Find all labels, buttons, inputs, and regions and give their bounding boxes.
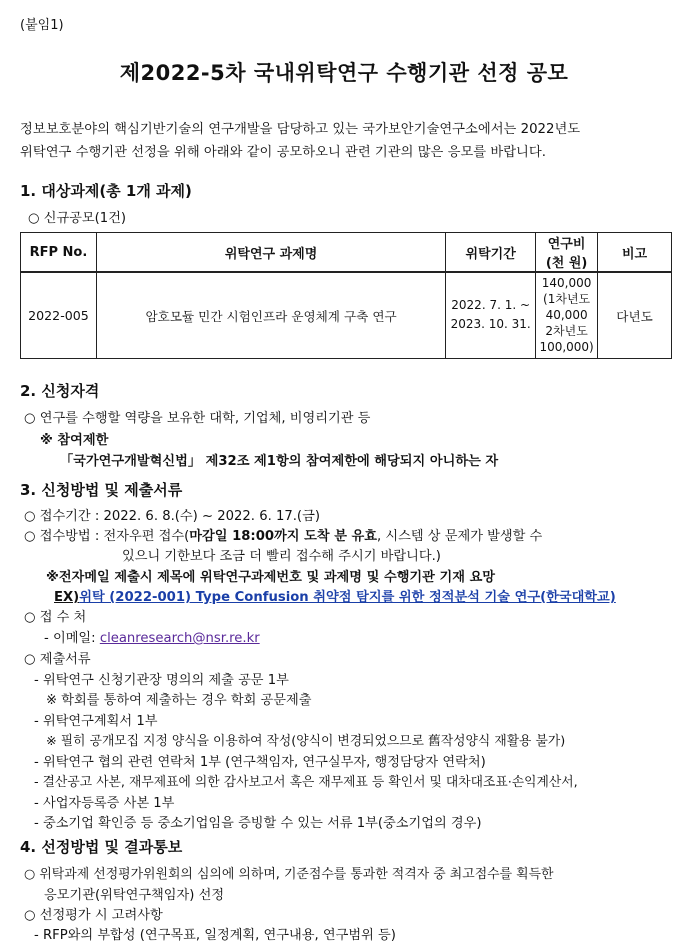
header-period: 위탁기간 [446,233,536,273]
doc-item-1-note: ※ 학회를 통하여 제출하는 경우 학회 공문제출 [46,693,312,708]
header-note: 비고 [598,233,672,273]
doc-item-1: - 위탁연구 신청기관장 명의의 제출 공문 1부 [34,673,289,688]
cell-period [446,272,536,358]
doc-item-4: - 결산공고 사본, 재무제표에 의한 감사보고서 혹은 재무제표 등 확인서 및 대차대조표·손익계산서, [34,775,578,790]
period-start: 2022. 7. 1. ~ [451,298,531,313]
submission-method [24,525,542,544]
table-header-row [21,233,672,273]
submission-period: ○ 접수기간 : 2022. 6. 8.(수) ~ 2022. 6. 17.(금) [24,509,320,524]
header-budget [536,233,598,273]
header-budget-line2: (천 원) [545,256,588,271]
intro-paragraph [20,118,676,164]
eligibility-line: ○ 연구를 수행할 역량을 보유한 대학, 기업체, 비영리기관 등 [24,411,371,426]
example-prefix: EX) [54,590,80,605]
selection-method-line1: ○ 위탁과제 선정평가위원회의 심의에 의하며, 기준점수를 통과한 적격자 중 최고점수를 획득한 [24,867,554,882]
rfp-table [20,232,672,359]
email-line [44,627,260,646]
restriction-note: ※ 참여제한 [40,433,109,448]
submission-destination: ○ 접 수 처 [24,610,87,625]
method-text-c: , 시스템 상 문제가 발생할 수 [377,529,543,544]
doc-item-5: - 사업자등록증 사본 1부 [34,796,175,811]
intro-line-2: 위탁연구 수행기관 선정을 위해 아래와 같이 공모하오니 관련 기관의 많은 응모를 바랍니다. [20,145,546,160]
header-budget-line1: 연구비 [547,237,586,252]
budget-total: 140,000 [541,276,592,291]
evaluation-criteria-heading: ○ 선정평가 시 고려사항 [24,908,163,923]
required-docs-heading: ○ 제출서류 [24,652,91,667]
cell-rfp-no: 2022-005 [21,272,97,358]
doc-item-3: - 위탁연구 협의 관련 연락처 1부 (연구책임자, 연구실무자, 행정담당자 연락처) [34,755,486,770]
table-row [21,272,672,358]
section4-heading: 4. 선정방법 및 결과통보 [20,838,183,856]
email-subject-example [54,586,616,605]
method-text-a: ○ 접수방법 : 전자우편 접수( [24,529,190,544]
intro-line-1: 정보보호분야의 핵심기반기술의 연구개발을 담당하고 있는 국가보안기술연구소에서는 2022년도 [20,122,581,137]
period-end: 2023. 10. 31. [450,317,531,332]
page-title: 제2022-5차 국내위탁연구 수행기관 선정 공모 [119,61,569,85]
doc-item-2: - 위탁연구계획서 1부 [34,714,158,729]
cell-budget [536,272,598,358]
budget-year2-value: 100,000) [539,340,594,355]
example-subject: 위탁 (2022-001) Type Confusion 취약점 탐지를 위한 정적분석 기술 연구(한국대학교) [79,590,616,605]
budget-year1-value: 40,000 [545,308,588,323]
evaluation-criteria-item: - RFP와의 부합성 (연구목표, 일정계획, 연구내용, 연구범위 등) [34,928,396,943]
section1-subheading: ○ 신규공모(1건) [28,211,127,226]
budget-year1-label: (1차년도 [543,292,591,307]
header-rfp-no: RFP No. [21,233,97,273]
email-link[interactable]: cleanresearch@nsr.re.kr [99,631,260,646]
email-subject-note: ※전자메일 제출시 제목에 위탁연구과제번호 및 과제명 및 수행기관 기재 요망 [46,570,496,585]
section1-heading: 1. 대상과제(총 1개 과제) [20,182,192,200]
attachment-label: (붙임1) [20,18,64,33]
section3-heading: 3. 신청방법 및 제출서류 [20,481,183,499]
header-project-name: 위탁연구 과제명 [96,233,445,273]
cell-note: 다년도 [598,272,672,358]
doc-item-2-note: ※ 필히 공개모집 지정 양식을 이용하여 작성(양식이 변경되었으므로 舊작성양식 재활용 불가) [46,734,566,749]
email-label: - 이메일: [44,631,100,646]
restriction-detail: 「국가연구개발혁신법」 제32조 제1항의 참여제한에 해당되지 아니하는 자 [60,454,499,469]
doc-item-6: - 중소기업 확인증 등 중소기업임을 증빙할 수 있는 서류 1부(중소기업의 경우) [34,816,482,831]
selection-method-line2: 응모기관(위탁연구책임자) 선정 [44,888,225,903]
method-deadline: 마감일 18:00까지 도착 분 유효 [189,529,377,544]
cell-project-name: 암호모듈 민간 시험인프라 운영체계 구축 연구 [96,272,445,358]
section2-heading: 2. 신청자격 [20,382,100,400]
budget-year2-label: 2차년도 [545,324,588,339]
submission-method-cont: 있으니 기한보다 조금 더 빨리 접수해 주시기 바랍니다.) [122,549,441,564]
